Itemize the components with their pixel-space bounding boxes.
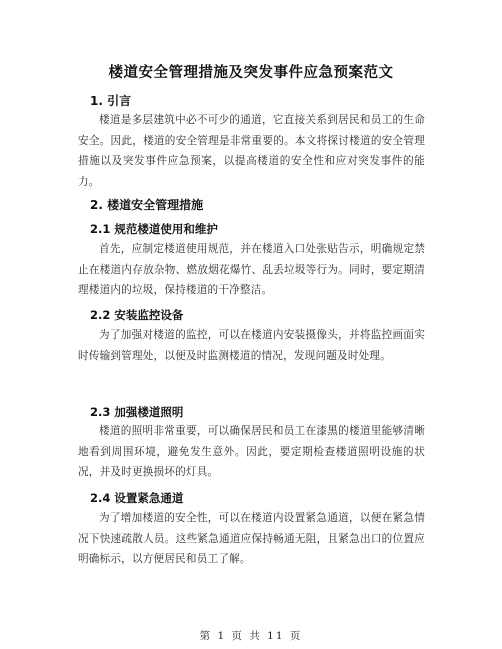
subsection-heading-2-4: 2.4 设置紧急通道 <box>90 491 184 505</box>
page-number-footer: 第 1 页 共 11 页 <box>199 630 303 642</box>
subsection-heading-2-1: 2.1 规范楼道使用和维护 <box>90 222 218 236</box>
subsection-paragraph-2-3: 楼道的照明非常重要，可以确保居民和员工在漆黑的楼道里能够清晰地看到周围环境，避免发生意外。因此，要定期检查楼道照明设施的状况，并及时更换损坏的灯具。 <box>78 425 425 478</box>
document-title: 楼道安全管理措施及突发事件应急预案范文 <box>108 65 394 81</box>
section-heading-measures: 2. 楼道安全管理措施 <box>90 198 204 212</box>
subsection-heading-2-2: 2.2 安装监控设备 <box>90 308 184 322</box>
subsection-paragraph-2-2: 为了加强对楼道的监控，可以在楼道内安装摄像头，并将监控画面实时传输到管理处，以便及时监测楼道的情况，发现问题及时处理。 <box>78 329 425 362</box>
section-heading-intro: 1. 引言 <box>90 94 132 108</box>
subsection-paragraph-2-1: 首先，应制定楼道使用规范，并在楼道入口处张贴告示，明确规定禁止在楼道内存放杂物、燃放烟花爆竹、乱丢垃圾等行为。同时，要定期清理楼道内的垃圾，保持楼道的干净整洁。 <box>78 243 425 296</box>
intro-paragraph: 楼道是多层建筑中必不可少的通道，它直接关系到居民和员工的生命安全。因此，楼道的安全管理是非常重要的。本文将探讨楼道的安全管理措施以及突发事件应急预案，以提高楼道的安全性和应对突发事件的能力。 <box>78 114 425 188</box>
subsection-heading-2-3: 2.3 加强楼道照明 <box>90 405 184 419</box>
subsection-paragraph-2-4: 为了增加楼道的安全性，可以在楼道内设置紧急通道，以便在紧急情况下快速疏散人员。这些紧急通道应保持畅通无阻，且紧急出口的位置应明确标示，以方便居民和员工了解。 <box>78 512 425 565</box>
